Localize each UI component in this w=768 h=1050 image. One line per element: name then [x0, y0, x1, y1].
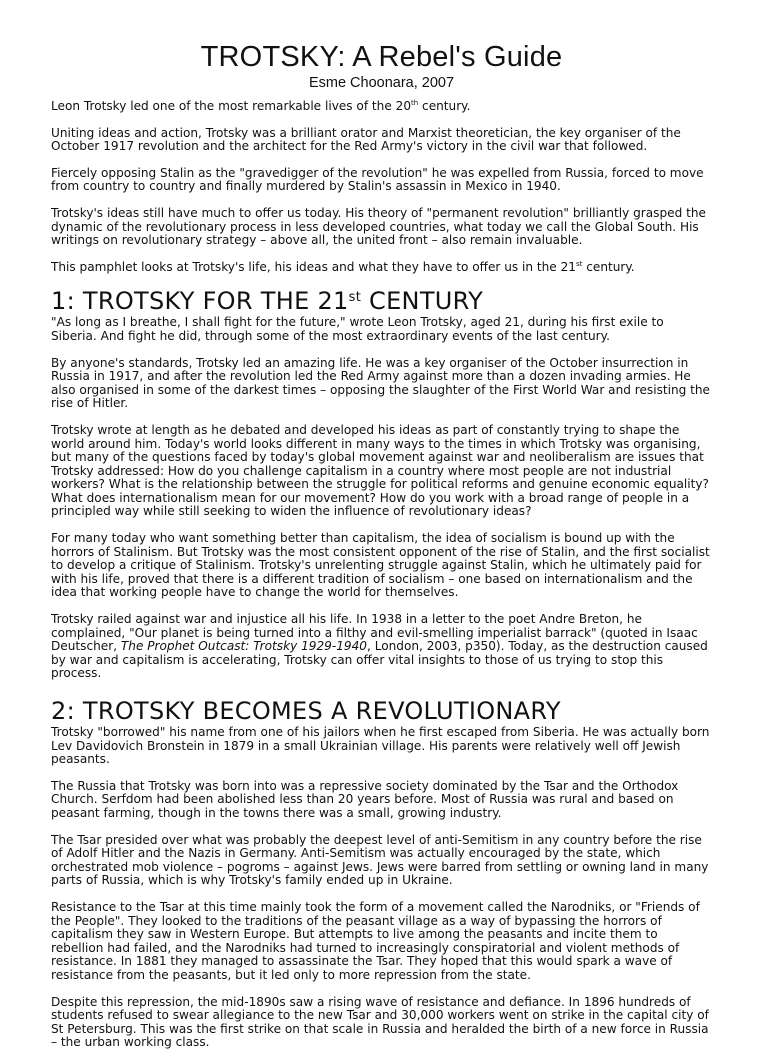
section-2-paragraph-2: The Russia that Trotsky was born into was a repressive society dominated by the Tsar and the Orthodox Church. Serfdom had been abolished less than 20 years before. Most of Russia was rural and based on peasant farming, though in the towns there was a small, growing industry. [51, 778, 679, 820]
intro-paragraph-4: Trotsky's ideas still have much to offer us today. His theory of "permanent revolution" brilliantly grasped the dynamic of the revolutionary process in less developed countries, what today we call the Global South. His writings on revolutionary strategy – above all, the united front – also remain invaluable. [51, 205, 706, 248]
heading-text: 1: TROTSKY FOR THE 21 [51, 287, 349, 316]
superscript: th [411, 98, 419, 107]
section-1-paragraph-2: By anyone's standards, Trotsky led an amazing life. He was a key organiser of the October insurrection in Russia in 1917, and after the revolution led the Red Army against more than a dozen invading armies. He also organised in some of the darkest times – opposing the slaughter of the First World War and resisting the rise of Hitler. [51, 355, 711, 411]
section-1-paragraph-3: Trotsky wrote at length as he debated and developed his ideas as part of constantly trying to shape the world around him. Today's world looks different in many ways to the times in which Trotsky was organising, but many of the questions faced by today's global movement against war and neoliberalism are issues that Trotsky addressed: How do you challenge capitalism in a country where most people are not industrial workers? What is the relationship between the struggle for political reforms and genuine economic equality? What does internationalism mean for our movement? How do you work with a broad range of people in a principled way while still seeking to widen the influence of revolutionary ideas? [51, 422, 709, 519]
book-title: The Prophet Outcast: Trotsky 1929-1940 [120, 639, 367, 654]
text-run: century. [582, 259, 635, 274]
section-2-heading: 2: TROTSKY BECOMES A REVOLUTIONARY [51, 697, 561, 725]
section-1-paragraph-1: "As long as I breathe, I shall fight for the future," wrote Leon Trotsky, aged 21, during his first exile to Siberia. And fight he did, through some of the most extraordinary events of the last century. [51, 315, 664, 343]
section-1-paragraph-5 [51, 613, 712, 681]
text-run: Leon Trotsky led one of the most remarkable lives of the 20 [51, 99, 412, 113]
text-run: This pamphlet looks at Trotsky's life, his ideas and what they have to offer us in the 21 [51, 259, 576, 274]
document-title: TROTSKY: A Rebel's Guide [200, 41, 563, 73]
document-author: Esme Choonara, 2007 [308, 75, 455, 91]
text-run: Trotsky railed against war and injustice all his life. In 1938 in a letter to the poet Andre Breton, he complained, "Our planet is being turned into a filthy and evil-smelling imperialist barrack" (quoted in Isaac Deutscher, [51, 612, 698, 654]
heading-text: CENTURY [361, 287, 484, 316]
text-run: century. [418, 99, 471, 113]
intro-paragraph-2: Uniting ideas and action, Trotsky was a brilliant orator and Marxist theoretician, the key organiser of the October 1917 revolution and the architect for the Red Army's victory in the civil war that followed. [51, 125, 681, 154]
intro-paragraph-5 [51, 261, 712, 275]
intro-paragraph-3: Fiercely opposing Stalin as the "gravedigger of the revolution" he was expelled from Russia, forced to move from country to country and finally murdered by Stalin's assassin in Mexico in 1940. [51, 165, 704, 194]
superscript: st [348, 290, 362, 306]
section-2-paragraph-3: The Tsar presided over what was probably the deepest level of anti-Semitism in any country before the rise of Adolf Hitler and the Nazis in Germany. Anti-Semitism was actually encouraged by the state, which orchestrated mob violence – pogroms – against Jews. Jews were barred from settling or owning land in many parts of Russia, which is why Trotsky's family ended up in Ukraine. [51, 832, 709, 888]
section-2-paragraph-1: Trotsky "borrowed" his name from one of his jailors when he first escaped from Siberia. He was actually born Lev Davidovich Bronstein in 1879 in a small Ukrainian village. His parents were relatively well off Jewish peasants. [51, 725, 710, 767]
superscript: st [575, 259, 583, 268]
section-2-paragraph-5: Despite this repression, the mid-1890s saw a rising wave of resistance and defiance. In 1896 hundreds of students refused to swear allegiance to the new Tsar and 30,000 workers went on strike in the capital city of St Petersburg. This was the first strike on that scale in Russia and heralded the birth of a new force in Russia – the urban working class. [51, 994, 709, 1050]
section-1-paragraph-4: For many today who want something better than capitalism, the idea of socialism is bound up with the horrors of Stalinism. But Trotsky was the most consistent opponent of the rise of Stalin, and the first socialist to develop a critique of Stalinism. Trotsky's unrelenting struggle against Stalin, which he ultimately paid for with his life, proved that there is a different tradition of socialism – one based on internationalism and the idea that working people have to change the world for themselves. [51, 531, 710, 600]
section-1-heading [51, 287, 712, 315]
text-run: , London, 2003, p350). Today, as the destruction caused by war and capitalism is accelerating, Trotsky can offer vital insights to those of us trying to stop this process. [51, 639, 708, 681]
intro-paragraph-1 [51, 100, 712, 114]
section-2-paragraph-4: Resistance to the Tsar at this time mainly took the form of a movement called the Narodniks, or "Friends of the People". They looked to the traditions of the peasant village as a way of bypassing the horrors of capitalism they saw in Western Europe. But attempts to live among the peasants and incite them to rebellion had failed, and the Narodniks had turned to increasingly conspiratorial and violent methods of resistance. In 1881 they managed to assassinate the Tsar. They hoped that this would spark a wave of resistance from the peasants, but it led only to more repression from the state. [51, 899, 700, 982]
